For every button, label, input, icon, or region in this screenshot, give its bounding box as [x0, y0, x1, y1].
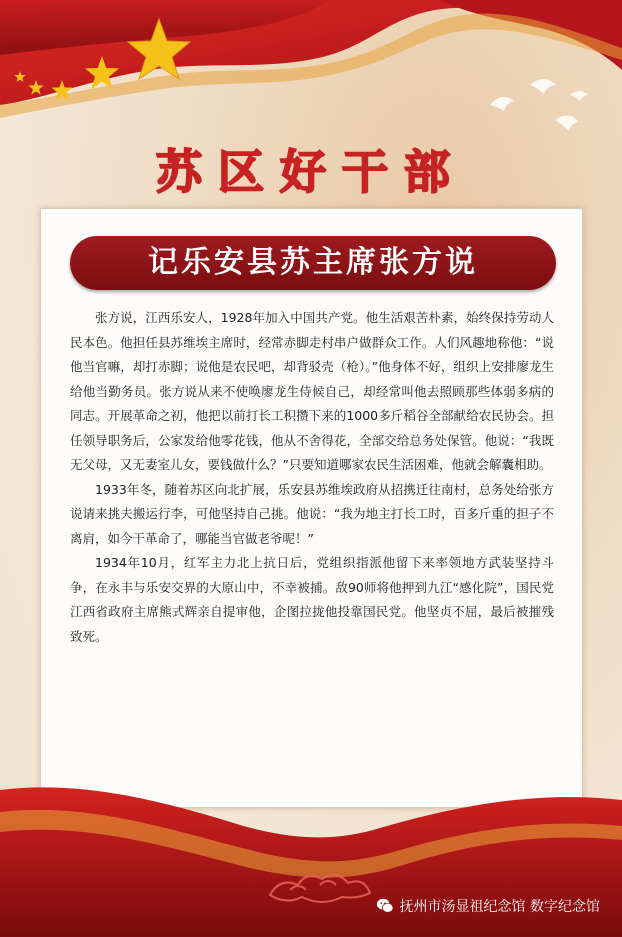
big-star-icon [124, 17, 194, 87]
small-star-icon [50, 79, 74, 103]
paragraph: 1933年冬，随着苏区向北扩展，乐安县苏维埃政府从招携迁往南村，总务处给张方说请来挑夫搬运行李，可他坚持自己挑。他说：“我为地主打长工时，百多斤重的担子不离肩，如今干革命了，哪能当官做老爷呢！” [70, 481, 554, 546]
watermark-text: 抚州市汤显祖纪念馆 数字纪念馆 [399, 899, 600, 915]
banner-title: 苏区好干部 [156, 145, 466, 199]
wechat-icon [376, 897, 394, 915]
paragraph: 1934年10月，红军主力北上抗日后，党组织指派他留下来率领地方武装坚持斗争，在永丰与乐安交界的大原山中，不幸被捕。敌90师将他押到九江“感化院”，国民党江西省政府主席熊式辉亲自提审他，企图拉拢他投靠国民党。他坚贞不屈，最后被摧残致死。 [70, 555, 554, 644]
watermark [376, 896, 600, 916]
small-star-icon [27, 79, 45, 97]
small-star-icon [13, 70, 27, 84]
small-star-icon [83, 55, 121, 93]
article-body [70, 306, 554, 649]
subtitle: 记乐安县苏主席张方说 [148, 245, 478, 280]
paragraph: 张方说，江西乐安人，1928年加入中国共产党。他生活艰苦朴素，始终保持劳动人民本色。他担任县苏维埃主席时，经常赤脚走村串户做群众工作。人们风趣地称他：“说他当官嘛，却打赤脚；说他是农民吧，却背驳壳（枪）。”他身体不好，组织上安排廖龙生给他当勤务员。张方说从来不使唤廖龙生侍候自己，却经常叫他去照顾那些体弱多病的同志。开展革命之初，他把以前打长工积攒下来的1000多斤稻谷全部献给农民协会。担任领导职务后，公家发给他零花钱，他从不舍得花，全部交给总务处保管。他说：“我既无父母，又无妻室儿女，要钱做什么？”只要知道哪家农民生活困难，他就会解囊相助。 [70, 310, 554, 472]
